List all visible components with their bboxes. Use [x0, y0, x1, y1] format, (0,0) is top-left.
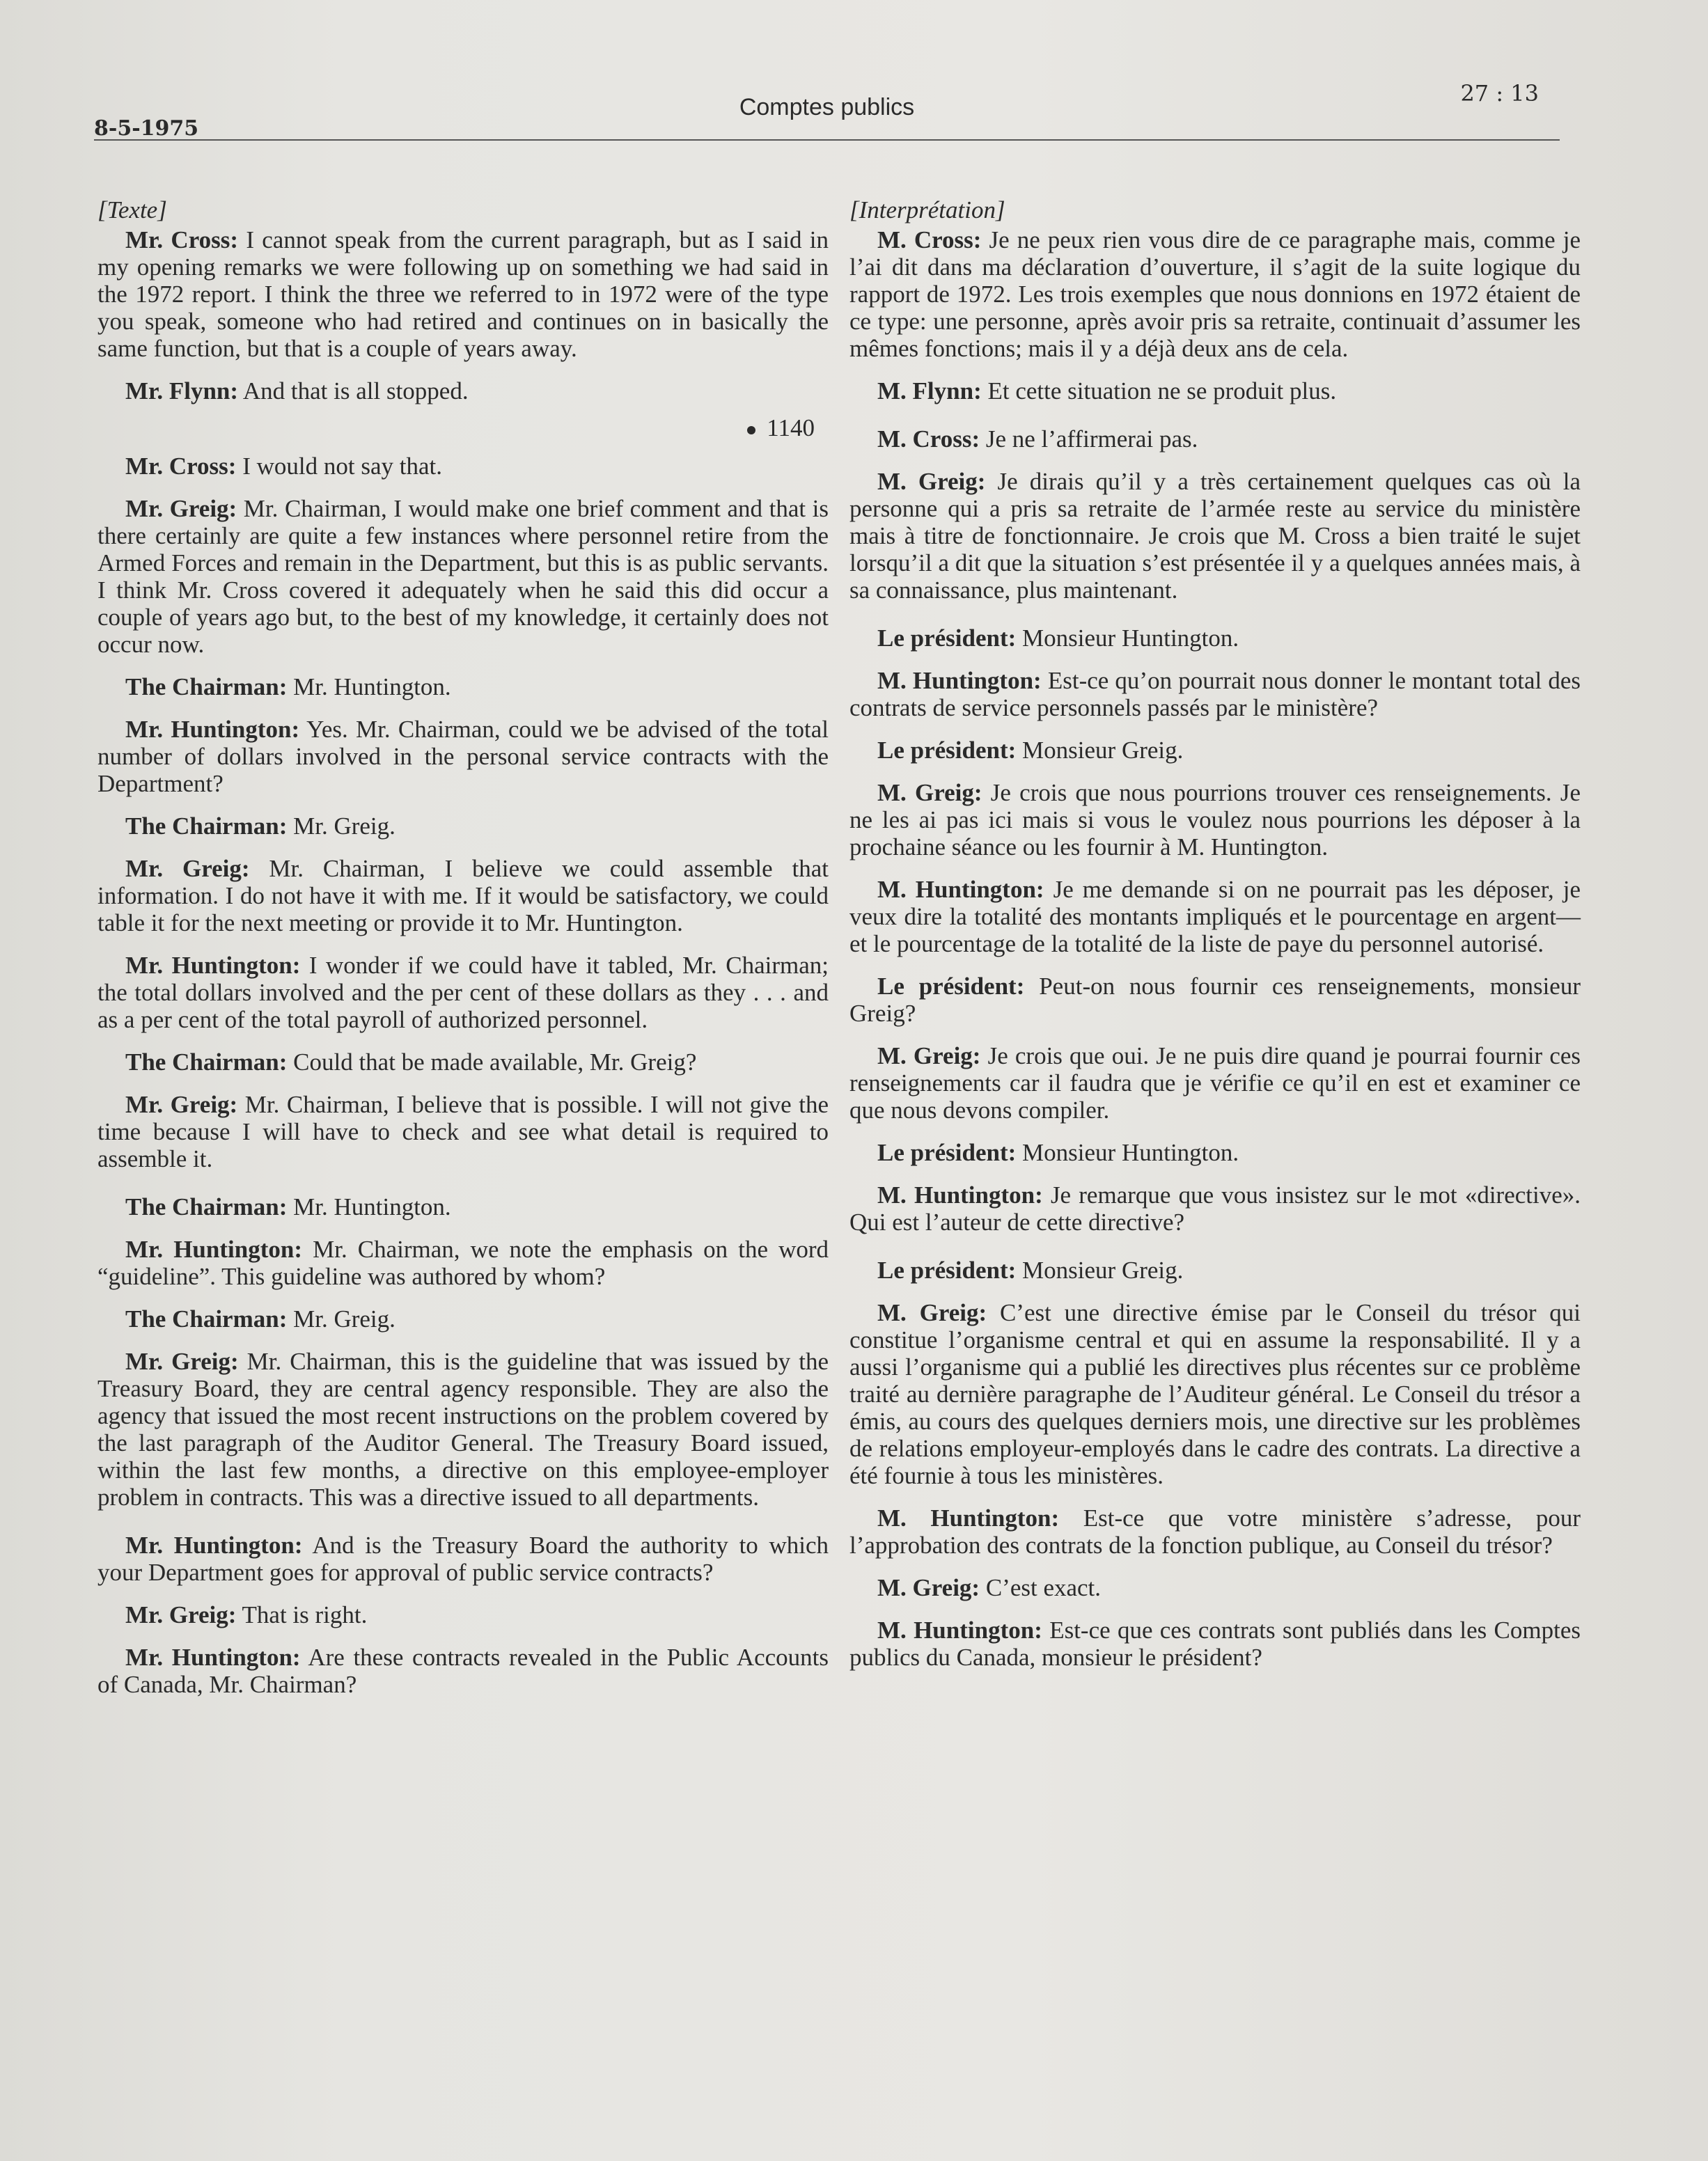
transcript-paragraph: [849, 737, 1581, 764]
speech-text: Monsieur Greig.: [1022, 737, 1184, 764]
transcript-paragraph: [97, 226, 829, 362]
transcript-paragraph: [849, 1042, 1581, 1124]
transcript-paragraph: [97, 377, 829, 404]
transcript-paragraph: [97, 1305, 829, 1333]
transcript-paragraph: [849, 973, 1581, 1027]
speaker-name: Mr. Greig:: [125, 1601, 237, 1628]
speaker-name: M. Greig:: [877, 1574, 980, 1601]
speech-text: Est-ce que ces contrats sont publiés dans les Comptes publics du Canada, monsieur le président?: [849, 1617, 1581, 1671]
speech-text: Mr. Chairman, I believe that is possible. I will not give the time because I will have to check and see what detail is required to assemble it.: [97, 1091, 829, 1172]
speaker-name: M. Greig:: [877, 468, 986, 495]
speech-text: That is right.: [242, 1601, 368, 1628]
transcript-paragraph: [849, 624, 1581, 652]
transcript-paragraph: [97, 1348, 829, 1511]
transcript-paragraph: [97, 1048, 829, 1076]
speaker-name: The Chairman:: [125, 1305, 288, 1333]
speaker-name: Mr. Flynn:: [125, 377, 239, 404]
speaker-name: Mr. Cross:: [125, 226, 238, 253]
header-title: Comptes publics: [739, 94, 915, 120]
speech-text: Est-ce que votre ministère s’adresse, pour l’approbation des contrats de la fonction publique, au Conseil du trésor?: [849, 1504, 1581, 1559]
speech-text: Are these contracts revealed in the Public Accounts of Canada, Mr. Chairman?: [97, 1644, 829, 1698]
transcript-paragraph: [849, 425, 1581, 453]
speaker-name: Le président:: [877, 973, 1025, 1000]
transcript-paragraph: [97, 812, 829, 840]
speech-text: Peut-on nous fournir ces renseignements, monsieur Greig?: [849, 973, 1581, 1027]
speaker-name: M. Greig:: [877, 1042, 981, 1069]
transcript-paragraph: [97, 673, 829, 700]
transcript-paragraph: [97, 952, 829, 1033]
speech-text: Mr. Chairman, I believe we could assemble that information. I do not have it with me. If it would be satisfactory, we could table it for the next meeting or provide it to Mr. Huntington.: [97, 855, 829, 936]
transcript-paragraph: [849, 377, 1581, 404]
speaker-name: Mr. Huntington:: [125, 1532, 303, 1559]
speaker-name: M. Huntington:: [877, 1504, 1060, 1532]
speech-text: Mr. Huntington.: [293, 1193, 451, 1220]
transcript-paragraph: [97, 716, 829, 797]
transcript-paragraph: [97, 453, 829, 480]
speech-text: Est-ce qu’on pourrait nous donner le montant total des contrats de service personnels passés par le ministère?: [849, 667, 1581, 721]
speaker-name: Mr. Greig:: [125, 1091, 238, 1118]
speaker-name: Mr. Huntington:: [125, 952, 301, 979]
transcript-paragraph: [97, 1601, 829, 1628]
transcript-paragraph: [97, 855, 829, 936]
speech-text: C’est une directive émise par le Conseil du trésor qui constitue l’organisme central et qui en assume la responsabilité. Il y a aussi l’organisme qui a publié les directives plus récentes sur ce problème traité au dernière paragraphe de l’Auditeur général. Le Conseil du trésor a émis, au cours des quelques derniers mois, une directive sur les problèmes de relations employeur-employés dans le cadre des contrats. La directive a été fournie à tous les ministères.: [849, 1299, 1581, 1489]
speaker-name: Le président:: [877, 737, 1017, 764]
speaker-name: Mr. Huntington:: [125, 1236, 302, 1263]
transcript-paragraph: [97, 1193, 829, 1220]
transcript-paragraph: [849, 1617, 1581, 1671]
speaker-name: M. Flynn:: [877, 377, 982, 404]
speaker-name: The Chairman:: [125, 1048, 288, 1076]
speaker-name: Mr. Huntington:: [125, 716, 300, 743]
speaker-name: Mr. Greig:: [125, 855, 250, 882]
speaker-name: M. Huntington:: [877, 1617, 1042, 1644]
transcript-paragraph: [849, 1181, 1581, 1236]
section-tag: [Texte]: [97, 196, 167, 223]
speech-text: Je me demande si on ne pourrait pas les déposer, je veux dire la totalité des montants impliqués et le pourcentage en argent—et le pourcentage de la totalité de la liste de paye du personnel autorisé.: [849, 876, 1581, 957]
speech-text: Je ne l’affirmerai pas.: [985, 425, 1198, 453]
transcript-paragraph: [849, 226, 1581, 362]
speaker-name: The Chairman:: [125, 1193, 288, 1220]
transcript-paragraph: [849, 779, 1581, 861]
speaker-name: Le président:: [877, 1257, 1017, 1284]
transcript-paragraph: [849, 1574, 1581, 1601]
header-date: 8-5-1975: [94, 116, 199, 141]
speech-text: I wonder if we could have it tabled, Mr. Chairman; the total dollars involved and the per cent of these dollars as they . . . and as a per cent of the total payroll of authorized personnel.: [97, 952, 829, 1033]
speaker-name: The Chairman:: [125, 812, 288, 840]
speaker-name: M. Cross:: [877, 425, 980, 453]
transcript-paragraph: [849, 1257, 1581, 1284]
speech-text: And is the Treasury Board the authority to which your Department goes for approval of public service contracts?: [97, 1532, 829, 1586]
transcript-paragraph: [849, 1299, 1581, 1489]
speech-text: Mr. Greig.: [293, 1305, 395, 1333]
speech-text: I would not say that.: [242, 453, 442, 480]
speaker-name: M. Huntington:: [877, 667, 1042, 694]
speaker-name: Mr. Greig:: [125, 1348, 239, 1375]
speaker-name: M. Huntington:: [877, 1181, 1043, 1209]
transcript-paragraph: [849, 876, 1581, 957]
speech-text: Je crois que nous pourrions trouver ces renseignements. Je ne les ai pas ici mais si vous le voulez nous pourrions les déposer à la prochaine séance ou les fournir à M. Huntington.: [849, 779, 1581, 861]
speech-text: Mr. Chairman, we note the emphasis on the word “guideline”. This guideline was authored by whom?: [97, 1236, 829, 1290]
transcript-paragraph: [97, 1091, 829, 1172]
speaker-name: M. Huntington:: [877, 876, 1044, 903]
transcript-paragraph: [97, 1532, 829, 1586]
speaker-name: M. Greig:: [877, 779, 982, 806]
speech-text: Yes. Mr. Chairman, could we be advised of the total number of dollars involved in the personal service contracts with the Department?: [97, 716, 829, 797]
transcript-paragraph: [849, 1139, 1581, 1166]
bullet-icon: [747, 426, 755, 434]
speech-text: Mr. Chairman, this is the guideline that was issued by the Treasury Board, they are central agency responsible. They are also the agency that issued the most recent instructions on the problem covered by the last paragraph of the Auditor General. The Treasury Board issued, within the last few months, a directive on this employee-employer problem in contracts. This was a directive issued to all departments.: [97, 1348, 829, 1511]
transcript-paragraph: [97, 495, 829, 658]
speech-text: I cannot speak from the current paragraph, but as I said in my opening remarks we were following up on something we had said in the 1972 report. I think the three we referred to in 1972 were of the type you speak, someone who had retired and continues on in basically the same function, but that is a couple of years away.: [97, 226, 829, 362]
section-tag: [Interprétation]: [849, 196, 1005, 223]
speech-text: Je crois que oui. Je ne puis dire quand je pourrai fournir ces renseignements car il faudra que je vérifie ce qu’il en est et examiner ce que nous devons compiler.: [849, 1042, 1581, 1124]
speaker-name: Le président:: [877, 1139, 1017, 1166]
transcript-paragraph: [97, 1644, 829, 1698]
french-column: [849, 196, 1581, 1686]
page-header: [94, 73, 1560, 141]
speaker-name: Mr. Greig:: [125, 495, 237, 522]
transcript-paragraph: [849, 1504, 1581, 1559]
transcript-paragraph: [849, 468, 1581, 604]
transcript-paragraph: [97, 1236, 829, 1290]
speech-text: Mr. Chairman, I would make one brief comment and that is there certainly are quite a few instances where personnel retire from the Armed Forces and remain in the Department, but this is as public servants. I think Mr. Cross covered it adequately when he said this did occur a couple of years ago but, to the best of my knowledge, it certainly does not occur now.: [97, 495, 829, 658]
speech-text: Mr. Greig.: [293, 812, 395, 840]
speaker-name: Mr. Cross:: [125, 453, 237, 480]
header-page-number: 27 : 13: [1460, 80, 1539, 107]
speech-text: And that is all stopped.: [242, 377, 469, 404]
speech-text: Mr. Huntington.: [293, 673, 451, 700]
speaker-name: The Chairman:: [125, 673, 288, 700]
timecode: [97, 414, 815, 441]
speech-text: Monsieur Greig.: [1022, 1257, 1184, 1284]
timecode-value: 1140: [767, 414, 815, 441]
transcript-paragraph: [849, 667, 1581, 721]
speech-text: C’est exact.: [985, 1574, 1102, 1601]
speaker-name: Le président:: [877, 624, 1017, 652]
english-column: [97, 196, 829, 1713]
speaker-name: M. Greig:: [877, 1299, 987, 1326]
speech-text: Could that be made available, Mr. Greig?: [293, 1048, 697, 1076]
speech-text: Je remarque que vous insistez sur le mot «directive». Qui est l’auteur de cette directive?: [849, 1181, 1581, 1236]
speech-text: Je dirais qu’il y a très certainement quelques cas où la personne qui a pris sa retraite de l’armée reste au service du ministère mais à titre de fonctionnaire. Je crois que M. Cross a bien traité le sujet lorsqu’il a dit que la situation s’est présentée il y a quelques années mais, à sa connaissance, plus maintenant.: [849, 468, 1581, 604]
speaker-name: M. Cross:: [877, 226, 982, 253]
speaker-name: Mr. Huntington:: [125, 1644, 301, 1671]
speech-text: Monsieur Huntington.: [1022, 1139, 1239, 1166]
speech-text: Je ne peux rien vous dire de ce paragraphe mais, comme je l’ai dit dans ma déclaration d’ouverture, il s’agit de la suite logique du rapport de 1972. Les trois exemples que nous donnions en 1972 étaient de ce type: une personne, après avoir pris sa retraite, continuait d’assumer les mêmes fonctions; mais il y a déjà deux ans de cela.: [849, 226, 1581, 362]
speech-text: Et cette situation ne se produit plus.: [987, 377, 1337, 404]
speech-text: Monsieur Huntington.: [1022, 624, 1239, 652]
